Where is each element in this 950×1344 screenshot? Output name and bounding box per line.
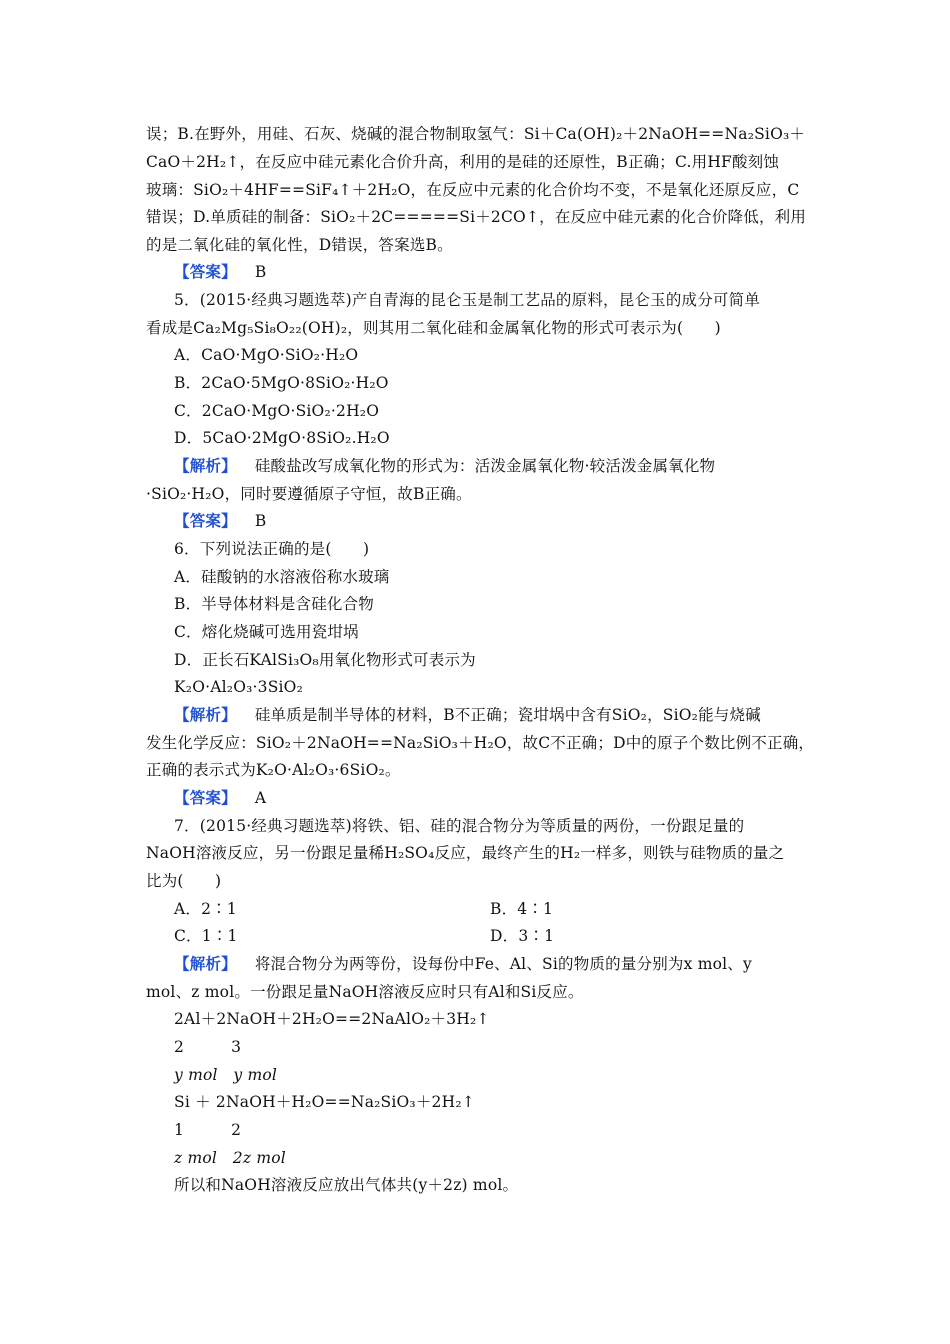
analysis-text: 硅单质是制半导体的材料，B不正确；瓷坩埚中含有SiO₂，SiO₂能与烧碱	[254, 706, 761, 724]
option-c: C．熔化烧碱可选用瓷坩埚	[174, 623, 359, 641]
text-line: 错误；D.单质硅的制备：SiO₂＋2C=====Si＋2CO↑，在反应中硅元素的化合价降低，利用	[146, 208, 807, 226]
equation-coefficients: 2 3	[174, 1038, 242, 1056]
option-b: B．半导体材料是含硅化合物	[174, 595, 374, 613]
text-line: mol、z mol。一份跟足量NaOH溶液反应时只有Al和Si反应。	[146, 983, 584, 1001]
analysis-tag: 【解析】	[174, 705, 237, 724]
question-5-stem: 看成是Ca₂Mg₅Si₈O₂₂(OH)₂，则其用二氧化硅和金属氧化物的形式可表示为( )	[146, 319, 721, 337]
text-line: 正确的表示式为K₂O·Al₂O₃·6SiO₂。	[146, 761, 401, 779]
answer-line	[174, 511, 266, 531]
analysis-tag: 【解析】	[174, 954, 237, 973]
option-c: C．1∶1	[174, 927, 238, 945]
question-7-stem: NaOH溶液反应，另一份跟足量稀H₂SO₄反应，最终产生的H₂一样多，则铁与硅物质的量之	[146, 844, 785, 862]
analysis-line	[174, 456, 715, 476]
answer-line	[174, 262, 266, 282]
text-line: 的是二氧化硅的氧化性，D错误，答案选B。	[146, 236, 453, 254]
answer-value: B	[254, 263, 267, 281]
answer-tag: 【答案】	[174, 788, 237, 807]
text-line: 误；B.在野外，用硅、石灰、烧碱的混合物制取氢气：Si＋Ca(OH)₂＋2NaOH==Na₂SiO₃＋	[146, 125, 806, 143]
text-line: 玻璃：SiO₂＋4HF==SiF₄↑＋2H₂O，在反应中元素的化合价均不变，不是氧化还原反应，C	[146, 181, 800, 199]
analysis-line	[174, 705, 761, 725]
text-line: ·SiO₂·H₂O，同时要遵循原子守恒，故B正确。	[146, 485, 472, 503]
analysis-tag: 【解析】	[174, 456, 237, 475]
answer-tag: 【答案】	[174, 262, 237, 281]
option-c: C．2CaO·MgO·SiO₂·2H₂O	[174, 402, 380, 420]
text-line: 发生化学反应：SiO₂＋2NaOH==Na₂SiO₃＋H₂O，故C不正确；D中的原子个数比例不正确，	[146, 734, 815, 752]
analysis-text: 将混合物分为两等份，设每份中Fe、Al、Si的物质的量分别为x mol、y	[254, 955, 752, 973]
text-line: CaO＋2H₂↑，在反应中硅元素化合价升高，利用的是硅的还原性，B正确；C.用HF酸刻蚀	[146, 153, 780, 171]
question-6-stem: 6．下列说法正确的是( )	[174, 540, 370, 558]
equation-amounts: z mol 2z mol	[174, 1149, 286, 1167]
option-row	[174, 926, 774, 946]
question-7-stem: 比为( )	[146, 872, 222, 890]
text-line: 所以和NaOH溶液反应放出气体共(y＋2z) mol。	[174, 1176, 519, 1194]
answer-value: B	[254, 512, 267, 530]
equation-line: Si ＋ 2NaOH＋H₂O==Na₂SiO₃＋2H₂↑	[174, 1093, 475, 1111]
equation-line: 2Al＋2NaOH＋2H₂O==2NaAlO₂＋3H₂↑	[174, 1010, 490, 1028]
option-b: B．4∶1	[490, 900, 554, 918]
answer-tag: 【答案】	[174, 511, 237, 530]
option-b: B．2CaO·5MgO·8SiO₂·H₂O	[174, 374, 389, 392]
question-5-stem: 5．(2015·经典习题选萃)产自青海的昆仑玉是制工艺品的原料，昆仑玉的成分可简单	[174, 291, 761, 309]
option-a: A．CaO·MgO·SiO₂·H₂O	[174, 346, 359, 364]
option-a: A．硅酸钠的水溶液俗称水玻璃	[174, 568, 390, 586]
equation-amounts: y mol y mol	[174, 1066, 278, 1084]
text-line: K₂O·Al₂O₃·3SiO₂	[174, 678, 303, 696]
analysis-line	[174, 954, 752, 974]
option-a: A．2∶1	[174, 900, 237, 918]
question-7-stem: 7．(2015·经典习题选萃)将铁、铝、硅的混合物分为等质量的两份，一份跟足量的	[174, 817, 745, 835]
option-row	[174, 899, 774, 919]
option-d: D．5CaO·2MgO·8SiO₂.H₂O	[174, 429, 390, 447]
analysis-text: 硅酸盐改写成氧化物的形式为：活泼金属氧化物·较活泼金属氧化物	[254, 457, 716, 475]
option-d: D．正长石KAlSi₃O₈用氧化物形式可表示为	[174, 651, 476, 669]
answer-line	[174, 788, 266, 808]
option-d: D．3∶1	[490, 927, 555, 945]
equation-coefficients: 1 2	[174, 1121, 242, 1139]
answer-value: A	[254, 789, 267, 807]
